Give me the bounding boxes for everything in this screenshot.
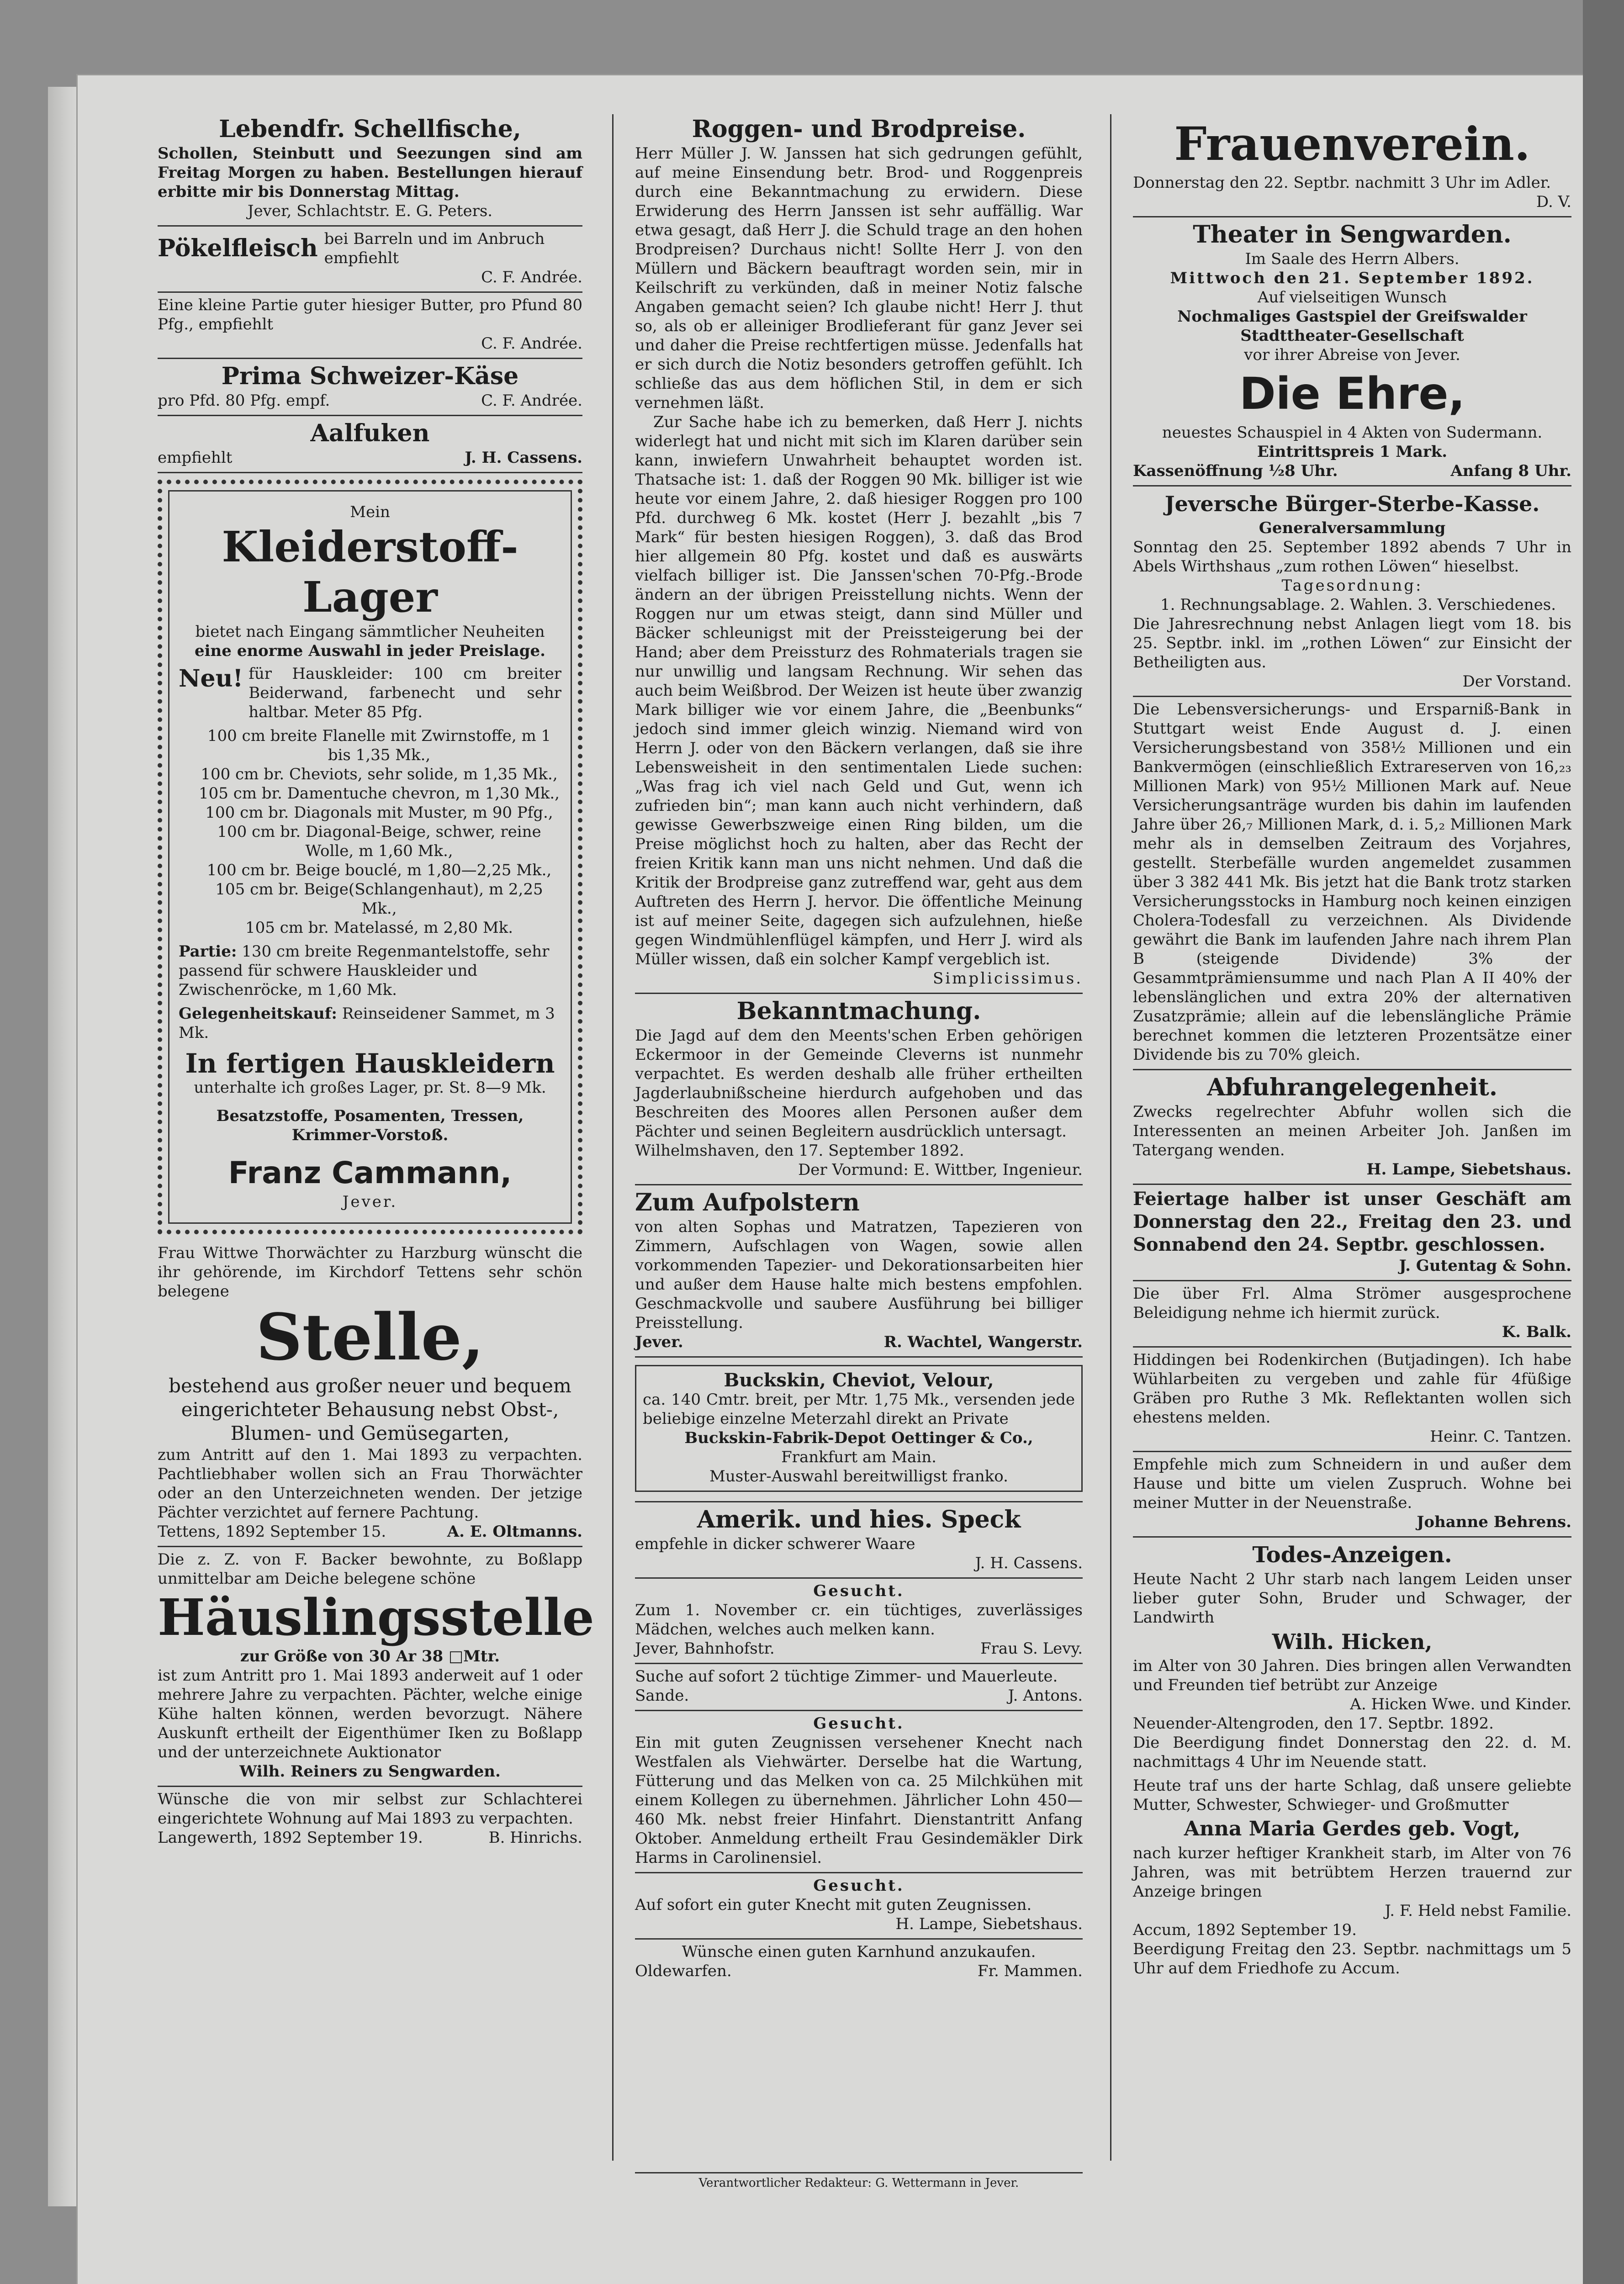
death-name: Wilh. Hicken,	[1272, 1629, 1433, 1654]
ad-kaese	[158, 359, 582, 416]
ad-intro: Frau Wittwe Thorwächter zu Harzburg wünscht die ihr gehörende, im Kirchdorf Tettens sehr schön belegene	[158, 1244, 582, 1301]
ad-butter	[158, 293, 582, 359]
neu-label: Neu!	[179, 665, 243, 693]
ad-wuehlarbeiten	[1133, 1348, 1571, 1452]
neu-text: für Hauskleider: 100 cm breiter Beiderwand, farbenecht und sehr haltbar. Meter 85 Pfg.	[249, 665, 561, 721]
theater-prev: vor ihrer Abreise von Jever.	[1244, 346, 1460, 364]
ad-signature: Wilh. Reiners zu Sengwarden.	[239, 1762, 501, 1781]
death-signature: J. F. Held nebst Familie.	[1385, 1902, 1571, 1920]
ad-intro-bold: eine enorme Auswahl in jeder Preislage.	[194, 642, 546, 660]
scan-edge	[1583, 0, 1624, 2284]
ad-signature: J. H. Cassens.	[465, 449, 582, 467]
theater-date: Mittwoch den 21. September 1892.	[1170, 269, 1534, 287]
ad-speck	[635, 1502, 1083, 1579]
ad-todesanzeigen	[1133, 1538, 1571, 1983]
ad-theater	[1133, 217, 1571, 486]
ad-body: zum Antritt auf den 1. Mai 1893 zu verpachten. Pachtliebhaber wollen sich an Frau Thorwächter oder an den Unterzeichneten wenden. Der jetzige Pächter verzichtet auf fernere Pachtung.	[158, 1446, 582, 1522]
ad-karnhund	[635, 1940, 1083, 1985]
ad-title: Buckskin, Cheviot, Velour,	[724, 1369, 994, 1391]
ad-buckskin	[635, 1358, 1083, 1502]
price-item: 100 cm br. Beige bouclé, m 1,80—2,25 Mk.,	[206, 861, 552, 879]
ad-signature: C. F. Andrée.	[481, 391, 582, 410]
ad-body: Auf sofort ein guter Knecht mit guten Zeugnissen.	[635, 1896, 1032, 1914]
ad-signature: J. Antons.	[1008, 1687, 1083, 1705]
death-text: im Alter von 30 Jahren. Dies bringen allen Verwandten und Freunden tief betrübt zur Anzeige	[1133, 1657, 1571, 1694]
ad-title: Prima Schweizer-Käse	[221, 362, 519, 390]
ad-sterbekasse	[1133, 486, 1571, 697]
death-date: Accum, 1892 September 19.	[1133, 1921, 1357, 1939]
ad-signature: R. Wachtel, Wangerstr.	[883, 1333, 1083, 1351]
ad-gesucht-maedchen	[635, 1579, 1083, 1664]
ad-body: empfiehlt	[158, 449, 233, 467]
ad-signature: B. Hinrichs.	[488, 1829, 582, 1847]
article-body: Herr Müller J. W. Janssen hat sich gedrungen gefühlt, auf meine Einsendung betr. Brod- und Roggenpreis durch eine Bekanntmachung zu erwidern. Diese Erwiderung des Herrn Janssen ist sehr auffällig. War etwa gesagt, daß Herr J. die Schuld trage an den hohen Brodpreisen? Durchaus nicht! Sollte Herr J. von den Müllern und Bäckern beauftragt worden sein, mir in Keilschrift zu verkünden, daß in meiner Notiz falsche Angaben gemacht seien? Ich glaube nicht! Herr J. thut so, als ob er alleiniger Brodlieferant für ganz Jever sei und daher die Preise rechtfertigen müsse. Jedenfalls hat er sich durch die Notiz besonders getroffen gefühlt. Ich schließe das aus dem höflichen Stil, in dem er sich vernehmen läßt.	[635, 144, 1083, 412]
price-item: 100 cm br. Cheviots, sehr solide, m 1,35 Mk.,	[201, 765, 558, 783]
death-text: Heute Nacht 2 Uhr starb nach langem Leiden unser lieber guter Sohn, Bruder und Schwager, der Landwirth	[1133, 1570, 1571, 1627]
ad-title: Theater in Sengwarden.	[1193, 221, 1512, 248]
ad-schlachterei	[158, 1787, 582, 1852]
ad-title: Gesucht.	[813, 1582, 905, 1600]
ad-signature: Jever, Schlachtstr. E. G. Peters.	[247, 202, 493, 220]
ad-town: Jever.	[635, 1333, 683, 1351]
ad-title: Gesucht.	[813, 1877, 905, 1895]
ad-feiertage	[1133, 1185, 1571, 1281]
ad-body: von alten Sophas und Matratzen, Tapezieren von Zimmern, Aufschlagen von Wagen, sowie allen vorkommenden Tapezier- und Dekorationsarbeiten hier und außer dem Hause halte mich bestens empfohlen. Geschmackvolle und saubere Ausführung bei billiger Preisstellung.	[635, 1218, 1083, 1332]
ad-signature: H. Lampe, Siebetshaus.	[1366, 1160, 1571, 1179]
theater-desc: neuestes Schauspiel in 4 Akten von Sudermann.	[1162, 423, 1543, 442]
price-item: 105 cm br. Damentuche chevron, m 1,30 Mk.,	[198, 784, 560, 803]
ad-frauenverein	[1133, 112, 1571, 217]
death-burial: Beerdigung Freitag den 23. Septbr. nachmittags um 5 Uhr auf dem Friedhofe zu Accum.	[1133, 1940, 1571, 1977]
ad-haeuslingsstelle	[158, 1547, 594, 1787]
ad-body: Sonntag den 25. September 1892 abends 7 Uhr in Abels Wirthshaus „zum rothen Löwen“ hieselbst.	[1133, 538, 1571, 576]
price-item: 105 cm br. Beige(Schlangenhaut), m 2,25 Mk.,	[215, 880, 543, 918]
theater-guest: Nochmaliges Gastspiel der Greifswalder Stadttheater-Gesellschaft	[1177, 307, 1527, 345]
ad-date: Langewerth, 1892 September 19.	[158, 1829, 423, 1847]
ad-signature: Der Vorstand.	[1462, 672, 1571, 691]
ad-signature: K. Balk.	[1502, 1323, 1571, 1341]
ad-body: ist zum Antritt pro 1. Mai 1893 anderweit auf 1 oder mehrere Jahre zu verpachten. Pächter, welche einige Kühe halten können, werden bevorzugt. Nähere Auskunft ertheilt der Eigenthümer Iken zu Boßlapp und der unterzeichnete Auktionator	[158, 1666, 582, 1761]
death-name: Anna Maria Gerdes geb. Vogt,	[1184, 1817, 1521, 1840]
ad-signature: Heinr. C. Tantzen.	[1430, 1428, 1571, 1446]
price-item: 100 cm breite Flanelle mit Zwirnstoffe, m 1 bis 1,35 Mk.,	[207, 727, 551, 764]
ad-zimmerleute	[635, 1664, 1083, 1711]
ad-body: Schollen, Steinbutt und Seezungen sind am Freitag Morgen zu haben. Bestellungen hierauf erbitte mir bis Donnerstag Mittag.	[158, 144, 582, 201]
ad-aufpolstern	[635, 1185, 1083, 1358]
ad-town: Frankfurt am Main.	[781, 1448, 936, 1466]
ad-title: Lebendfr. Schellfische,	[219, 115, 521, 143]
editor-footer: Verantwortlicher Redakteur: G. Wettermann in Jever.	[635, 2172, 1083, 2190]
ad-town: Sande.	[635, 1687, 689, 1705]
column-1	[158, 112, 594, 1852]
ad-intro: Die z. Z. von F. Backer bewohnte, zu Boßlapp unmittelbar am Deiche belegene schöne	[158, 1550, 582, 1588]
ad-jagd	[635, 994, 1083, 1185]
price-list	[179, 726, 561, 937]
ad-pre: Mein	[350, 503, 390, 521]
ad-signature: C. F. Andrée.	[481, 334, 582, 353]
ad-signature: Johanne Behrens.	[1417, 1513, 1571, 1531]
death-signature: A. Hicken Wwe. und Kinder.	[1350, 1695, 1571, 1713]
article-signature: Simplicissimus.	[933, 969, 1083, 988]
theater-price: Eintrittspreis 1 Mark.	[1257, 443, 1448, 461]
column-3	[1133, 112, 1571, 1983]
article-body: Zur Sache habe ich zu bemerken, daß Herr J. nichts widerlegt hat und nicht mit sich im Klaren darüber sein kann, inwiefern Unwahrheit behauptet worden ist. Thatsache ist: 1. daß der Roggen 90 Mk. billiger ist wie heute vor einem Jahre, 2. daß hiesiger Roggen pro 100 Pfd. durchweg 6 Mk. kostet (Herr J. bezahlt „bis 7 Mark“ für besten hiesigen Roggen), 3. daß das Brod hier allgemein 80 Pfg. kostet und daß es auswärts vielfach billiger ist. Die Janssen'schen 70-Pfg.-Brode ändern an der übrigen Preisstellung nichts. Wenn der Roggen nur um etwas steigt, dann sind Müller und Bäcker schleunigst mit der Preissteigerung bei der Hand; aber dem Preissturz des Rohmaterials tragen sie nur unwillig und langsam Rechnung. Wir sehen das auch beim Weißbrod. Der Weizen ist heute über zwanzig Mark billiger wie vor einem Jahre, die „Beenbunks“ jedoch sind immer gleich winzig. Niemand wird von Herrn J. oder von den Bäckern verlangen, daß sie ihre Lebensweisheit in den sentimentalen Liede suchen: „Was frag ich viel nach Geld und Gut, wenn ich zufrieden bin“; man kann auch nicht verhindern, daß gewisse Gewerbszweige einen Ring bilden, um die Preise möglichst hoch zu halten, aber das Recht der freien Kritik kann man uns nicht nehmen. Und daß die Kritik der Brodpreise ganz zutreffend war, geht aus dem Auftreten des Herrn J. hervor. Die öffentliche Meinung ist auf meiner Seite, dagegen sich aufzulehnen, hieße gegen Windmühlenflügel kämpfen, und Herr J. wird als Müller wissen, daß ein solcher Kampf vergeblich ist.	[635, 413, 1083, 968]
ad-signature: H. Lampe, Siebetshaus.	[895, 1915, 1083, 1933]
ad-title: Gesucht.	[813, 1714, 905, 1733]
theater-wish: Auf vielseitigen Wunsch	[1257, 288, 1447, 307]
ad-title: Jeversche Bürger-Sterbe-Kasse.	[1164, 492, 1540, 516]
gelegenheit-label: Gelegenheitskauf:	[179, 1005, 337, 1023]
ad-body: empfehle in dicker schwerer Waare	[635, 1535, 915, 1553]
ad-body: Feiertage halber ist unser Geschäft am Donnerstag den 22., Freitag den 23. und Sonnabend den 24. Septbr. geschlossen.	[1133, 1188, 1571, 1255]
theater-start: Anfang 8 Uhr.	[1450, 462, 1571, 480]
page-fold	[48, 87, 80, 2206]
ad-title: Todes-Anzeigen.	[1252, 1542, 1452, 1568]
ad-body: Empfehle mich zum Schneidern in und außer dem Hause und bitte um vielen Zuspruch. Wohne bei meiner Mutter in der Neuenstraße.	[1133, 1455, 1571, 1512]
price-item: 100 cm br. Diagonal-Beige, schwer, reine Wolle, m 1,60 Mk.,	[217, 823, 541, 860]
ad-sub: Generalversammlung	[1259, 519, 1446, 537]
agenda-items: 1. Rechnungsablage. 2. Wahlen. 3. Verschiedenes.	[1160, 596, 1556, 614]
ad-title: Zum Aufpolstern	[635, 1189, 860, 1216]
ad-title: Abfuhrangelegenheit.	[1207, 1073, 1497, 1101]
ad-signature: Fr. Mammen.	[977, 1962, 1083, 1980]
ad-body: Die Jagd auf dem den Meents'schen Erben gehörigen Eckermoor in der Gemeinde Cleverns ist nunmehr verpachtet. Es werden deshalb alle früher ertheilten Jagderlaubnißscheine hierdurch aufgehoben und das Beschreiten des Moores allen Personen außer dem Pächter und seinen Begleitern ausdrücklich untersagt.	[635, 1026, 1083, 1141]
ad-stelle	[158, 1241, 582, 1547]
ad-schellfische	[158, 112, 582, 227]
theater-open: Kassenöffnung ½8 Uhr.	[1133, 462, 1338, 480]
ad-town: Jever, Bahnhofstr.	[635, 1639, 775, 1658]
death-text: nach kurzer heftiger Krankheit starb, im Alter von 76 Jahren, was mit betrübtem Herzen trauernd zur Anzeige bringen	[1133, 1844, 1571, 1901]
besatz-text: Besatzstoffe, Posamenten, Tressen, Krimmer-Vorstoß.	[216, 1107, 524, 1144]
ad-gesucht-knecht-2	[635, 1873, 1083, 1940]
ad-kleiderstoff-lager	[158, 480, 582, 1234]
ad-abfuhr	[1133, 1070, 1571, 1185]
ad-town: Oldewarfen.	[635, 1962, 732, 1980]
ad-signature: Frau S. Levy.	[980, 1639, 1083, 1658]
ad-body: Die Lebensversicherungs- und Ersparniß-Bank in Stuttgart weist Ende August d. J. einen Versicherungsbestand von 358½ Millionen und ein Bankvermögen (einschließlich Extrareserven von 16,₂₃ Millionen Mark) von 95½ Millionen Mark auf. Neue Versicherungsanträge wurden bis dahin im laufenden Jahre über 26,₇ Millionen Mark, d. i. 5,₂ Millionen Mark mehr als in demselben Zeitraum des Vorjahres, gestellt. Sterbefälle wurden angemeldet zusammen über 3 382 441 Mk. Bis jetzt hat die Bank trotz starken Versicherungsstocks in Hamburg noch keinen einzigen Cholera-Todesfall zu verzeichnen. Als Dividende gewährt die Bank im laufenden Jahre nach ihrem Plan B (steigende Dividende) 3% der Gesammtprämiensumme und nach Plan A II 40% der lebenslänglichen und extra 20% der alternativen Zusatzprämie; allein auf die lebenslängliche Prämie berechnet kommen die letzteren Prozentsätze einer Dividende bis zu 70% gleich.	[1133, 700, 1571, 1064]
ad-signature: C. F. Andrée.	[481, 268, 582, 286]
ad-body: Wünsche die von mir selbst zur Schlachterei eingerichtete Wohnung auf Mai 1893 zu verpachten.	[158, 1790, 582, 1828]
ad-signature: A. E. Oltmanns.	[447, 1523, 582, 1541]
ad-body: Hiddingen bei Rodenkirchen (Butjadingen). Ich habe Wühlarbeiten zu vergeben und zahle für 4füßige Gräben pro Ruthe 3 Mk. Reflektanten wollen sich ehestens melden.	[1133, 1351, 1571, 1427]
column-2	[635, 112, 1083, 1985]
ad-title: Aalfuken	[310, 419, 430, 447]
partie-text: 130 cm breite Regenmantelstoffe, sehr passend für schwere Hauskleider und Zwischenröcke, m 1,60 Mk.	[179, 942, 550, 999]
ad-date: Wilhelmshaven, den 17. September 1892.	[635, 1142, 964, 1160]
ad-aalfuken	[158, 416, 582, 473]
price-item: 100 cm br. Diagonals mit Muster, m 90 Pfg.,	[205, 804, 553, 822]
ad-signature: J. Gutentag & Sohn.	[1399, 1257, 1571, 1275]
ad-signature: D. V.	[1536, 193, 1571, 211]
article-brodpreise	[635, 112, 1083, 994]
ad-footnote: Muster-Auswahl bereitwilligst franko.	[709, 1467, 1008, 1486]
column-rule	[612, 114, 614, 2161]
ad-beleidigung	[1133, 1281, 1571, 1348]
firm-name: Franz Cammann,	[228, 1155, 512, 1190]
ad-signature: Der Vormund: E. Wittber, Ingenieur.	[798, 1161, 1083, 1179]
ad-gesucht-knecht	[635, 1711, 1083, 1873]
ad-title: Amerik. und hies. Speck	[697, 1506, 1021, 1533]
ad-title: Pökelfleisch	[158, 234, 318, 262]
ad-title: Bekanntmachung.	[736, 997, 981, 1025]
ad-sub: zur Größe von 30 Ar 38 □Mtr.	[240, 1647, 500, 1665]
fertig-text: unterhalte ich großes Lager, pr. St. 8—9 Mk.	[194, 1079, 546, 1097]
ad-body: Donnerstag den 22. Septbr. nachmitt 3 Uhr im Adler.	[1133, 174, 1551, 192]
gelegenheit-text: Reinseidener Sammet, m 3 Mk.	[179, 1005, 555, 1042]
ad-date: Tettens, 1892 September 15.	[158, 1523, 386, 1541]
theater-play: Die Ehre,	[1239, 368, 1465, 419]
ad-title: Häuslingsstelle	[158, 1588, 594, 1647]
ad-body: Suche auf sofort 2 tüchtige Zimmer- und Mauerleute.	[635, 1667, 1058, 1686]
ad-title: Kleiderstoff-Lager	[222, 522, 518, 622]
ad-sub: bestehend aus großer neuer und bequem eingerichteter Behausung nebst Obst-, Blumen- und Gemüsegarten,	[169, 1375, 571, 1444]
column-rule	[1110, 114, 1111, 2161]
ad-body: Eine kleine Partie guter hiesiger Butter, pro Pfund 80 Pfg., empfiehlt	[158, 296, 582, 333]
ad-body: Ein mit guten Zeugnissen versehener Knecht nach Westfalen als Viehwärter. Derselbe hat die Wartung, Fütterung und das Melken von ca. 25 Milchkühen mit einem Kollegen zu übernehmen. Jährlicher Lohn 450—460 Mk. nebst freier Hinfahrt. Dienstantritt Anfang Oktober. Anmeldung ertheilt Frau Gesindemäkler Dirk Harms in Carolinensiel.	[635, 1734, 1083, 1867]
death-burial: Die Beerdigung findet Donnerstag den 22. d. M. nachmittags 4 Uhr im Neuende statt.	[1133, 1734, 1571, 1771]
fertig-title: In fertigen Hauskleidern	[185, 1048, 555, 1079]
article-title: Roggen- und Brodpreise.	[692, 115, 1026, 143]
ad-body: Zwecks regelrechter Abfuhr wollen sich die Interessenten an meinen Arbeiter Joh. Janßen im Tatergang wenden.	[1133, 1103, 1571, 1159]
ad-poekelfleisch	[158, 227, 582, 293]
ad-schneidern	[1133, 1452, 1571, 1538]
ad-body: ca. 140 Cmtr. breit, per Mtr. 1,75 Mk., versenden jede beliebige einzelne Meterzahl direkt an Private	[643, 1390, 1075, 1428]
ad-body: Wünsche einen guten Karnhund anzukaufen.	[682, 1943, 1036, 1961]
ad-signature: J. H. Cassens.	[975, 1554, 1083, 1572]
theater-hall: Im Saale des Herrn Albers.	[1245, 250, 1460, 268]
death-text: Heute traf uns der harte Schlag, daß unsere geliebte Mutter, Schwester, Schwieger- und Großmutter	[1133, 1776, 1571, 1814]
ad-body: bei Barreln und im Anbruch empfiehlt	[324, 230, 545, 267]
partie-label: Partie:	[179, 942, 237, 961]
ad-title: Stelle,	[256, 1300, 484, 1375]
ad-body: Zum 1. November cr. ein tüchtiges, zuverlässiges Mädchen, welches auch melken kann.	[635, 1601, 1083, 1639]
ad-lebensversicherung	[1133, 697, 1571, 1070]
ad-note: Die Jahresrechnung nebst Anlagen liegt vom 18. bis 25. Septbr. inkl. im „rothen Löwen“ zur Einsicht der Betheiligten aus.	[1133, 615, 1571, 671]
ad-intro: bietet nach Eingang sämmtlicher Neuheiten	[195, 623, 545, 641]
ad-firm: Buckskin-Fabrik-Depot Oettinger & Co.,	[684, 1429, 1033, 1447]
ad-body: pro Pfd. 80 Pfg. empf.	[158, 391, 330, 410]
firm-town: Jever.	[342, 1193, 398, 1211]
death-date: Neuender-Altengroden, den 17. Septbr. 1892.	[1133, 1714, 1494, 1733]
agenda-title: Tagesordnung:	[1281, 576, 1423, 595]
ad-body: Die über Frl. Alma Strömer ausgesprochene Beleidigung nehme ich hiermit zurück.	[1133, 1285, 1571, 1322]
ad-title: Frauenverein.	[1174, 117, 1530, 171]
price-item: 105 cm br. Matelassé, m 2,80 Mk.	[245, 919, 513, 937]
